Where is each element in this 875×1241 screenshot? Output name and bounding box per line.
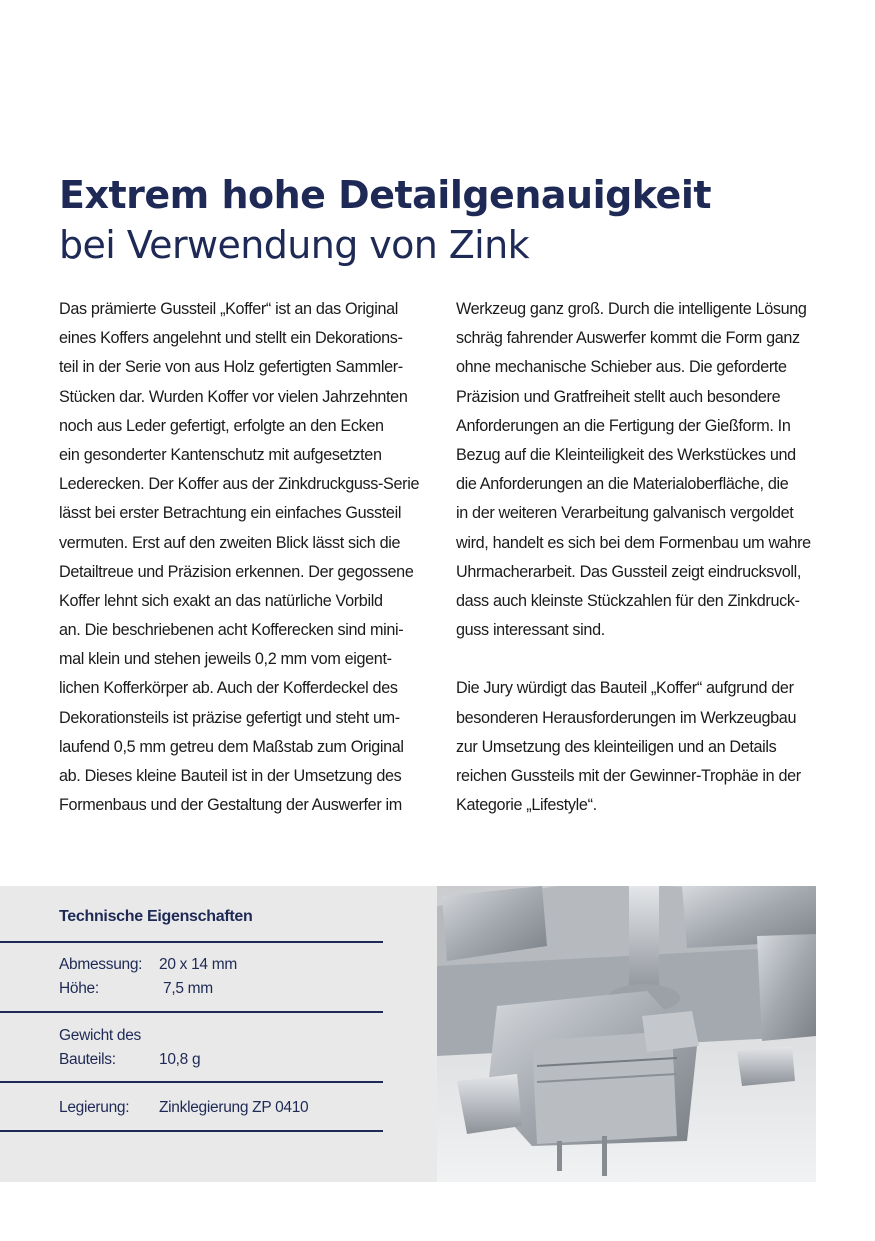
body-text-line: schräg fahrender Auswerfer kommt die Form ganz (456, 329, 800, 348)
headline-bold: Extrem hohe Detailgenauigkeit (59, 173, 712, 217)
body-text-line: eines Koffers angelehnt und stellt ein Dekorations- (59, 329, 403, 348)
body-text-line: ohne mechanische Schieber aus. Die geforderte (456, 358, 787, 377)
body-text-line: noch aus Leder gefertigt, erfolgte an den Ecken (59, 416, 384, 435)
weight-value: 10,8 g (159, 1051, 201, 1068)
body-text-line: wird, handelt es sich bei dem Formenbau um wahre (456, 533, 811, 552)
body-text-line: ab. Dieses kleine Bauteil ist in der Umsetzung des (59, 767, 402, 785)
body-text-line: laufend 0,5 mm getreu dem Maßstab zum Original (59, 737, 404, 756)
alloy-label: Legierung: (59, 1099, 130, 1116)
body-text-line: vermuten. Erst auf den zweiten Blick lässt sich die (59, 533, 401, 552)
dimension-value: 20 x 14 mm (159, 956, 237, 973)
body-text-line: Das prämierte Gussteil „Koffer“ ist an das Original (59, 300, 399, 318)
dimension-label: Abmessung: (59, 956, 143, 973)
body-text-line: die Anforderungen an die Materialoberfläche, die (456, 475, 789, 494)
body-text-line: Uhrmacherarbeit. Das Gussteil zeigt eindrucksvoll, (456, 562, 802, 581)
body-text-line: Die Jury würdigt das Bauteil „Koffer“ aufgrund der (456, 679, 794, 698)
body-text-line: Detailtreue und Präzision erkennen. Der gegossene (59, 562, 414, 581)
body-text-line: reichen Gussteils mit der Gewinner-Trophäe in der (456, 767, 801, 785)
specs-divider (0, 1011, 383, 1013)
specs-title: Technische Eigenschaften (59, 908, 253, 925)
body-text-line: mal klein und stehen jeweils 0,2 mm vom eigent- (59, 650, 392, 669)
body-text-line: lichen Kofferkörper ab. Auch der Kofferdeckel des (59, 679, 398, 698)
body-column-left (59, 295, 429, 820)
body-text-line: an. Die beschriebenen acht Kofferecken sind mini- (59, 621, 404, 640)
weight-label: Bauteils: (59, 1051, 116, 1068)
body-text-line: teil in der Serie von aus Holz gefertigten Sammler- (59, 358, 403, 377)
alloy-value: Zinklegierung ZP 0410 (159, 1099, 309, 1116)
height-value: 7,5 mm (163, 980, 213, 997)
body-text-line: besonderen Herausforderungen im Werkzeugbau (456, 708, 797, 727)
weight-label: Gewicht des (59, 1027, 141, 1044)
body-text-line: in der weiteren Verarbeitung galvanisch vergoldet (456, 504, 794, 523)
body-text-line: Kategorie „Lifestyle“. (456, 796, 597, 815)
height-label: Höhe: (59, 980, 99, 997)
specs-divider (0, 1081, 383, 1083)
body-text-line: Dekorationsteils ist präzise gefertigt und steht um- (59, 708, 400, 727)
headline-subtitle: bei Verwendung von Zink (59, 223, 529, 267)
body-text-line: Lederecken. Der Koffer aus der Zinkdruckguss-Serie (59, 475, 420, 494)
body-text-line: zur Umsetzung des kleinteiligen und an Details (456, 737, 777, 756)
body-text-line: guss interessant sind. (456, 621, 605, 640)
body-text-line: Stücken dar. Wurden Koffer vor vielen Jahrzehnten (59, 387, 408, 406)
headline (59, 170, 839, 270)
paragraph-gap (456, 645, 826, 674)
body-text-line: dass auch kleinste Stückzahlen für den Zinkdruck- (456, 591, 800, 610)
specs-divider (0, 941, 383, 943)
body-text-line: Werkzeug ganz groß. Durch die intelligente Lösung (456, 300, 807, 318)
body-text-line: Präzision und Gratfreiheit stellt auch besondere (456, 387, 781, 406)
product-photo (437, 886, 816, 1182)
body-text-line: lässt bei erster Betrachtung ein einfaches Gussteil (59, 504, 402, 523)
body-column-right (456, 295, 826, 820)
body-text-line: Bezug auf die Kleinteiligkeit des Werkstückes und (456, 445, 796, 464)
body-text-line: ein gesonderter Kantenschutz mit aufgesetzten (59, 445, 382, 464)
body-text-line: Anforderungen an die Fertigung der Gießform. In (456, 416, 791, 435)
body-text-line: Koffer lehnt sich exakt an das natürliche Vorbild (59, 591, 383, 610)
specs-divider (0, 1130, 383, 1132)
body-text-line: Formenbaus und der Gestaltung der Auswerfer im (59, 796, 402, 815)
